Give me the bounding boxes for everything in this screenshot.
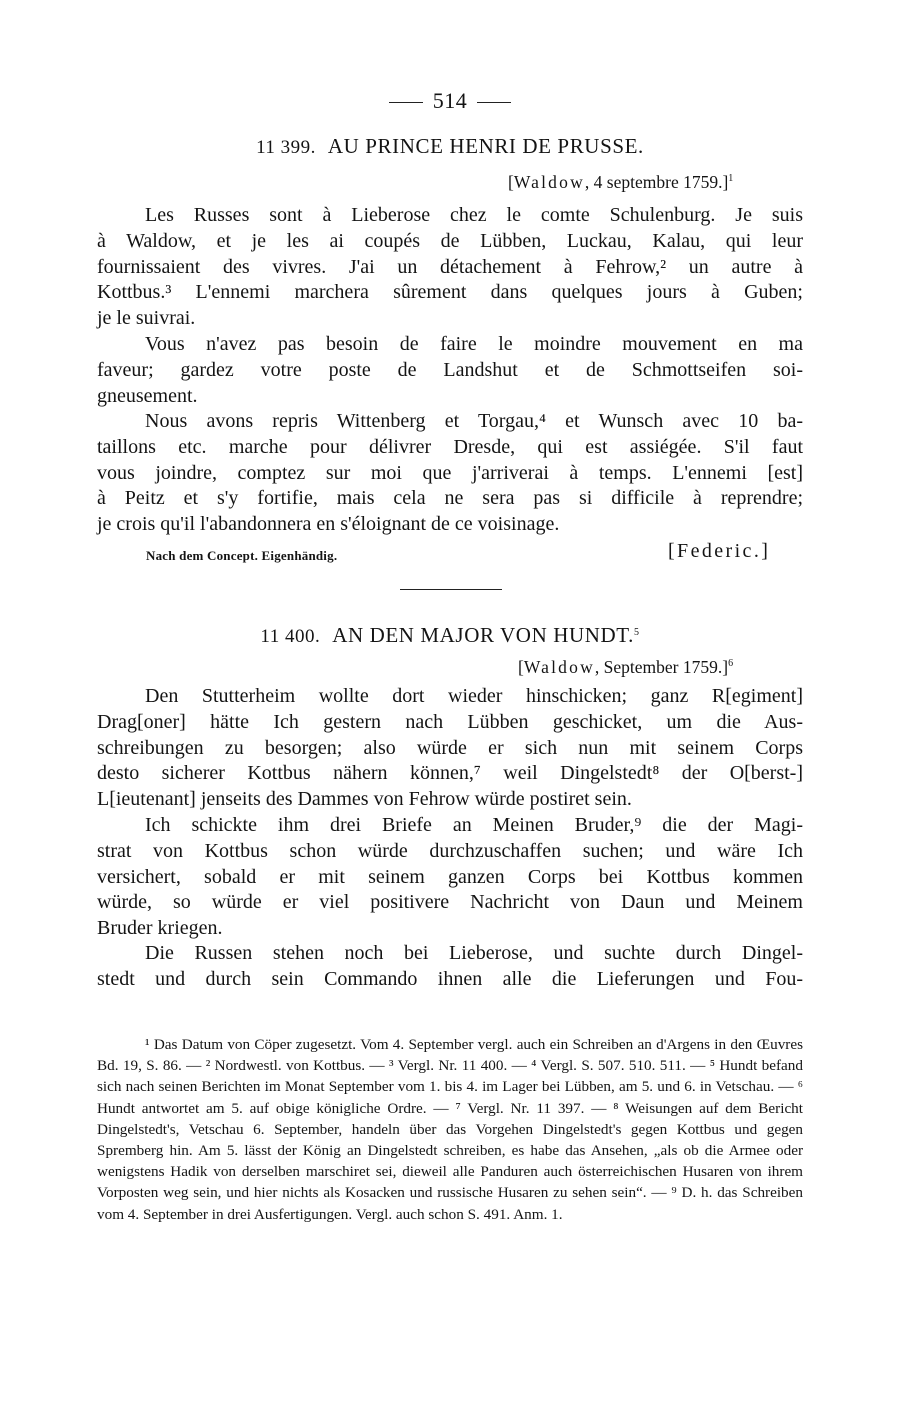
letter-dateline: [Waldow, September 1759.]$^6$	[518, 657, 734, 677]
letter-heading	[0, 134, 900, 159]
text-line: à Peitz et s'y fortifie, mais cela ne sera pas si difficile à reprendre;	[97, 487, 803, 510]
text-line: faveur; gardez votre poste de Landshut et de Schmottseifen soi-	[97, 358, 803, 381]
section-divider	[400, 589, 502, 590]
text-line: fournissaient des vivres. J'ai un détachement à Fehrow,² un autre à	[97, 255, 803, 278]
footnote-ref: 6	[728, 658, 734, 669]
text-line: versichert, sobald er mit seinem ganzen Corps bei Kottbus kommen	[97, 865, 803, 888]
source-note: Nach dem Concept. Eigenhändig.	[146, 548, 338, 563]
paragraph	[97, 203, 803, 332]
letter-dateline: [Waldow, 4 septembre 1759.]$^1$	[508, 172, 734, 192]
text-line: Bruder kriegen.	[97, 917, 223, 940]
text-line: Die Russen stehen noch bei Lieberose, und suchte durch Dingel-	[145, 942, 803, 964]
text-line: je crois qu'il l'abandonnera en s'éloignant de ce voisinage.	[97, 513, 560, 536]
text-line: würde, so würde er viel positivere Nachricht von Daun und Meinem	[97, 891, 803, 914]
text-line: Ich schickte ihm drei Briefe an Meinen Bruder,⁹ die der Magi-	[145, 814, 803, 836]
paragraph	[97, 941, 803, 993]
text-line: Kottbus.³ L'ennemi marchera sûrement dans quelques jours à Guben;	[97, 281, 803, 304]
footnotes	[97, 1034, 803, 1225]
text-line: taillons etc. marche pour délivrer Dresde, qui est assiégée. S'il faut	[97, 435, 803, 458]
footnotes-text: ¹ Das Datum von Cöper zugesetzt. Vom 4. September vergl. auch ein Schreiben an d'Argens in den Œuvres Bd. 19, S. 86. — ² Nordwestl. von Kottbus. — ³ Vergl. Nr. 11 400. — ⁴ Vergl. S. 507. 510. 511. — ⁵ Hundt befand sich nach seinen Berichten im Monat September vom 1. bis 4. im Lager bei Lübben, am 5. und 6. in Vetschau. — ⁶ Hundt antwortet am 5. auf obige königliche Ordre. — ⁷ Vergl. Nr. 11 397. — ⁸ Weisungen auf dem Bericht Dingelstedt's, Vetschau 6. September, handeln über das Vorgehen Dingelstedt's gegen Kottbus und gegen Spremberg hin. Am 5. lässt der König an Dingelstedt schreiben, es habe das Ansehen, „als ob die Armee oder wenigstens Hadik von derselben marschiret sei, dieweil alle Panduren auch österreichischen Husaren von ihrem Vorposten weg sein, und hier nichts als Kosacken und russische Husaren zu sehen sein“. — ⁹ D. h. das Schreiben vom 4. September in drei Ausfertigungen. Vergl. auch schon S. 491. Anm. 1.	[97, 1036, 803, 1223]
text-line: Les Russes sont à Lieberose chez le comte Schulenburg. Je suis	[145, 204, 803, 226]
text-line: gneusement.	[97, 384, 198, 407]
footnote-ref: 1	[728, 173, 734, 184]
signature: [Federic.]	[668, 540, 771, 562]
letter-heading	[0, 623, 900, 648]
text-line: Den Stutterheim wollte dort wieder hinschicken; ganz R[egiment]	[145, 685, 803, 707]
letter-title: AN DEN MAJOR VON HUNDT.	[332, 623, 634, 647]
text-line: desto sicherer Kottbus nähern können,⁷ weil Dingelstedt⁸ der O[berst-]	[97, 762, 803, 785]
text-line: je le suivrai.	[97, 307, 196, 330]
text-line: Drag[oner] hätte Ich gestern nach Lübben geschicket, um die Aus-	[97, 710, 803, 733]
paragraph	[97, 684, 803, 813]
paragraph	[97, 409, 803, 538]
page-number: 514	[432, 88, 468, 113]
text-line: strat von Kottbus schon würde durchzuschaffen suchen; und wäre Ich	[97, 839, 803, 862]
date-rest: , 4 septembre 1759.]	[584, 172, 729, 192]
date-place: Waldow	[523, 657, 595, 677]
paragraph	[97, 332, 803, 409]
page-number-dash-left	[389, 102, 423, 103]
text-line: Vous n'avez pas besoin de faire le moindre mouvement en ma	[145, 333, 803, 355]
date-rest: , September 1759.]	[594, 657, 729, 677]
text-line: stedt und durch sein Commando ihnen alle die Lieferungen und Fou-	[97, 967, 803, 990]
text-line: schreibungen zu besorgen; also würde er sich nun mit seinem Corps	[97, 736, 803, 759]
letter-number: 11 399.	[256, 137, 316, 158]
page-number-dash-right	[477, 102, 511, 103]
footnote-ref: 5	[633, 627, 640, 638]
text-line: vous joindre, comptez sur moi que j'arriverai à temps. L'ennemi [est]	[97, 461, 803, 484]
letter-title: AU PRINCE HENRI DE PRUSSE.	[327, 134, 644, 158]
text-line: L[ieutenant] jenseits des Dammes von Fehrow würde postiret sein.	[97, 788, 632, 811]
letter-number: 11 400.	[260, 626, 321, 647]
text-line: Nous avons repris Wittenberg et Torgau,⁴ et Wunsch avec 10 ba-	[145, 410, 803, 432]
text-line: à Waldow, et je les ai coupés de Lübben, Luckau, Kalau, qui leur	[97, 229, 803, 252]
date-place: Waldow	[513, 172, 585, 192]
page-number-line	[0, 88, 900, 114]
paragraph	[97, 813, 803, 942]
